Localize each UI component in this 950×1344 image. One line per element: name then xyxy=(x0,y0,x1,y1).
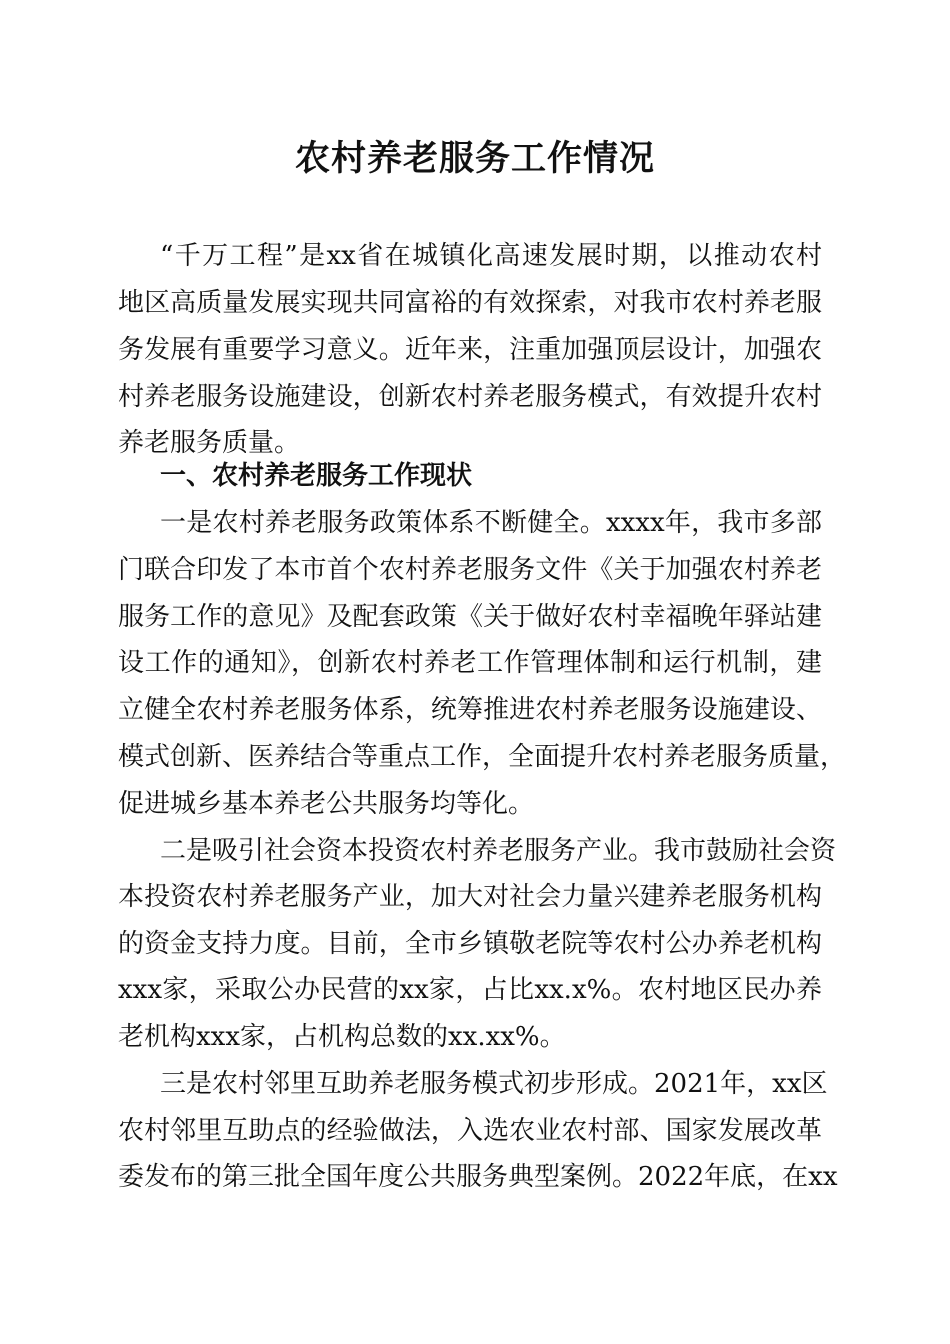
paragraph-line: 老机构xxx家，占机构总数的xx.xx%。 xyxy=(118,1022,566,1052)
paragraph-line: 模式创新、医养结合等重点工作，全面提升农村养老服务质量， xyxy=(118,742,847,772)
intro-line: 养老服务质量。 xyxy=(118,428,301,458)
paragraph-line: 本投资农村养老服务产业，加大对社会力量兴建养老服务机构 xyxy=(118,882,822,912)
paragraph-line: 的资金支持力度。目前，全市乡镇敬老院等农村公办养老机构 xyxy=(118,929,822,959)
intro-line: 务发展有重要学习意义。近年来，注重加强顶层设计，加强农 xyxy=(118,335,822,365)
paragraph-line: 促进城乡基本养老公共服务均等化。 xyxy=(118,789,535,819)
paragraph-line: 农村邻里互助点的经验做法，入选农业农村部、国家发展改革 xyxy=(118,1116,822,1146)
paragraph-line: 立健全农村养老服务体系，统筹推进农村养老服务设施建设、 xyxy=(118,695,822,725)
paragraph-line: 一是农村养老服务政策体系不断健全。xxxx年，我市多部 xyxy=(160,508,822,538)
paragraph-line: 委发布的第三批全国年度公共服务典型案例。2022年底，在xx xyxy=(118,1162,838,1192)
paragraph-line: 服务工作的意见》及配套政策《关于做好农村幸福晚年驿站建 xyxy=(118,602,822,632)
intro-line: 村养老服务设施建设，创新农村养老服务模式，有效提升农村 xyxy=(118,382,822,412)
document-title: 农村养老服务工作情况 xyxy=(294,138,655,179)
paragraph-line: 门联合印发了本市首个农村养老服务文件《关于加强农村养老 xyxy=(118,555,822,585)
paragraph-line: 三是农村邻里互助养老服务模式初步形成。2021年，xx区 xyxy=(160,1069,828,1099)
intro-line: 地区高质量发展实现共同富裕的有效探索，对我市农村养老服 xyxy=(118,288,822,318)
intro-line: “千万工程”是xx省在城镇化高速发展时期，以推动农村 xyxy=(160,241,822,271)
paragraph-line: xxx家，采取公办民营的xx家，占比xx.x%。农村地区民办养 xyxy=(118,975,822,1005)
section-heading: 一、农村养老服务工作现状 xyxy=(160,461,473,491)
paragraph-line: 二是吸引社会资本投资农村养老服务产业。我市鼓励社会资 xyxy=(160,836,837,866)
paragraph-line: 设工作的通知》，创新农村养老工作管理体制和运行机制，建 xyxy=(118,648,822,678)
